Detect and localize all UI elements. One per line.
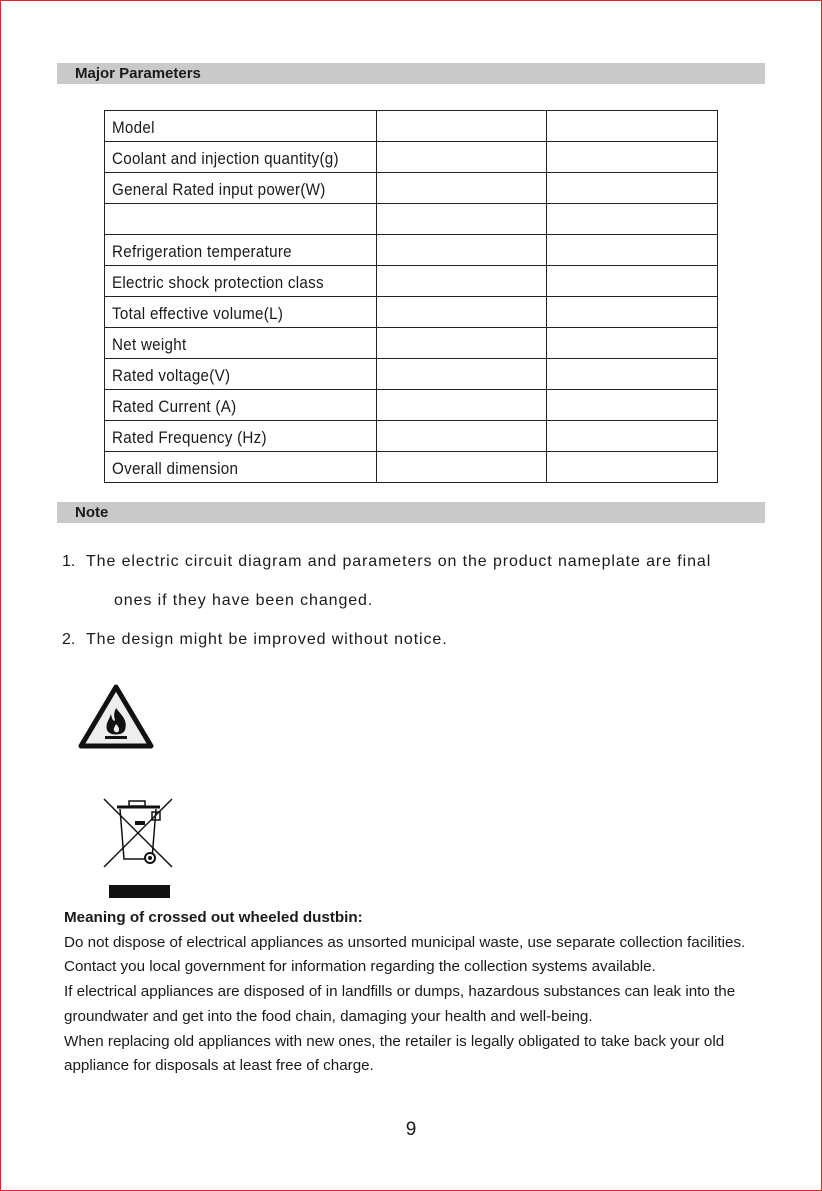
table-row — [105, 421, 718, 452]
note-number: 2. — [62, 631, 76, 648]
table-row — [105, 297, 718, 328]
parameter-value — [547, 328, 718, 359]
cell-text: Net weight — [112, 335, 187, 354]
note-number: 1. — [62, 553, 76, 570]
note-text: The electric circuit diagram and parameters on the product nameplate are final — [86, 553, 712, 570]
cell-text: Total effective volume(L) — [112, 304, 284, 323]
parameter-value — [547, 297, 718, 328]
parameter-label — [105, 111, 377, 142]
cell-text: General Rated input power(W) — [112, 180, 326, 199]
cell-text: Rated Current (A) — [112, 397, 237, 416]
parameter-label — [105, 390, 377, 421]
table-row — [105, 204, 718, 235]
parameter-value — [547, 421, 718, 452]
cell-text: Model — [112, 118, 155, 137]
parameter-value — [377, 297, 547, 328]
parameter-label — [105, 142, 377, 173]
parameter-label — [105, 235, 377, 266]
cell-text: Coolant and injection quantity(g) — [112, 149, 339, 168]
table-row — [105, 235, 718, 266]
table-row — [105, 328, 718, 359]
cell-text: Rated Frequency (Hz) — [112, 428, 267, 447]
disposal-line: Contact you local government for information regarding the collection systems available. — [64, 958, 656, 976]
cell-text: Electric shock protection class — [112, 273, 324, 292]
page-number: 9 — [405, 1119, 417, 1140]
parameter-value — [547, 452, 718, 483]
parameter-value — [547, 142, 718, 173]
parameter-value — [377, 359, 547, 390]
parameter-label — [105, 266, 377, 297]
parameter-label — [105, 297, 377, 328]
parameter-value — [547, 111, 718, 142]
parameter-value — [377, 173, 547, 204]
table-row — [105, 266, 718, 297]
major-parameters-heading: Major Parameters — [57, 63, 765, 84]
parameter-value — [547, 173, 718, 204]
parameter-label — [105, 452, 377, 483]
parameter-value — [377, 111, 547, 142]
parameter-value — [377, 390, 547, 421]
disposal-line: When replacing old appliances with new ones, the retailer is legally obligated to take back your old appliance for disposals at least free of charge. — [64, 1032, 725, 1075]
table-row — [105, 359, 718, 390]
parameter-value — [377, 204, 547, 235]
note-text: ones if they have been changed. — [114, 592, 374, 609]
parameter-value — [547, 359, 718, 390]
crossed-out-wheeled-bin-icon — [102, 797, 174, 901]
parameter-label — [105, 328, 377, 359]
parameter-value — [377, 266, 547, 297]
note-text: The design might be improved without notice. — [86, 631, 448, 648]
parameter-value — [377, 235, 547, 266]
table-row — [105, 390, 718, 421]
parameter-value — [377, 421, 547, 452]
cell-text: Refrigeration temperature — [112, 242, 292, 261]
parameter-value — [547, 204, 718, 235]
cell-text: Overall dimension — [112, 459, 239, 478]
parameter-value — [377, 452, 547, 483]
parameters-table — [104, 110, 718, 483]
disposal-info — [64, 906, 784, 1079]
parameter-value — [547, 235, 718, 266]
flammable-warning-icon — [78, 684, 154, 750]
parameter-label — [105, 359, 377, 390]
table-row — [105, 452, 718, 483]
table-row — [105, 111, 718, 142]
parameter-label — [105, 421, 377, 452]
disposal-line: Do not dispose of electrical appliances as unsorted municipal waste, use separate collection facilities. — [64, 933, 746, 951]
disposal-heading: Meaning of crossed out wheeled dustbin: — [64, 909, 363, 926]
parameter-label — [105, 173, 377, 204]
parameter-label — [105, 204, 377, 235]
table-row — [105, 142, 718, 173]
parameter-value — [377, 142, 547, 173]
note-heading: Note — [57, 502, 765, 523]
cell-text: Rated voltage(V) — [112, 366, 231, 385]
parameter-value — [547, 266, 718, 297]
parameter-value — [377, 328, 547, 359]
table-row — [105, 173, 718, 204]
parameter-value — [547, 390, 718, 421]
disposal-line: If electrical appliances are disposed of in landfills or dumps, hazardous substances can leak into the groundwater and get into the food chain, damaging your health and well-being. — [64, 983, 736, 1025]
